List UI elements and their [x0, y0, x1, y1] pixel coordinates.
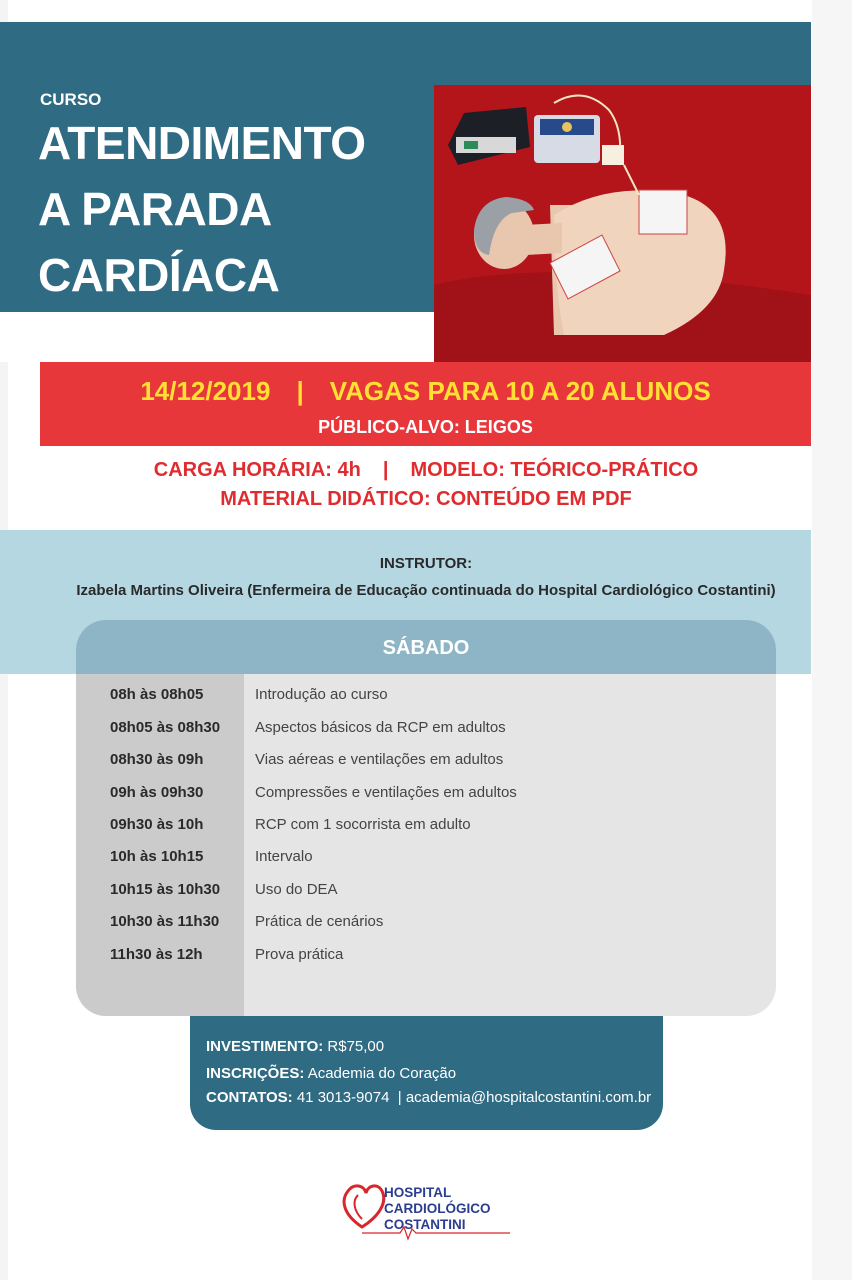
vacancies: VAGAS PARA 10 A 20 ALUNOS	[329, 376, 711, 406]
row-time: 08h às 08h05	[110, 686, 204, 703]
investment-line	[206, 1038, 384, 1055]
row-activity: Aspectos básicos da RCP em adultos	[255, 719, 506, 736]
schedule-row	[76, 713, 776, 745]
schedule-card	[76, 620, 776, 1016]
registration-label: INSCRIÇÕES:	[206, 1065, 305, 1082]
schedule-row	[76, 778, 776, 810]
separator: |	[296, 376, 304, 406]
row-time: 10h30 às 11h30	[110, 913, 220, 930]
logo-line: COSTANTINI	[384, 1217, 466, 1232]
row-time: 09h às 09h30	[110, 784, 204, 801]
contacts-value: 41 3013-9074 | academia@hospitalcostantini.com.br	[296, 1089, 652, 1106]
hospital-logo	[340, 1175, 520, 1245]
row-time: 10h às 10h15	[110, 848, 204, 865]
schedule-row	[76, 842, 776, 874]
material: MATERIAL DIDÁTICO: CONTEÚDO EM PDF	[220, 488, 632, 510]
row-activity: Uso do DEA	[255, 881, 338, 898]
cpr-training-photo	[434, 85, 811, 362]
date-banner	[40, 362, 811, 446]
target-audience: PÚBLICO-ALVO: LEIGOS	[318, 417, 533, 437]
investment-value: R$75,00	[327, 1038, 385, 1055]
contacts-line	[206, 1089, 651, 1106]
instructor-name: Izabela Martins Oliveira (Enfermeira de Educação continuada do Hospital Cardiológico Costantini)	[76, 582, 776, 599]
schedule-row	[76, 680, 776, 712]
row-activity: Vias aéreas e ventilações em adultos	[255, 751, 504, 768]
course-date: 14/12/2019	[140, 376, 271, 406]
row-time: 09h30 às 10h	[110, 816, 204, 833]
separator: |	[382, 459, 389, 481]
row-activity: Compressões e ventilações em adultos	[255, 784, 517, 801]
schedule-row	[76, 745, 776, 777]
model: MODELO: TEÓRICO-PRÁTICO	[410, 459, 699, 481]
row-activity: Introdução ao curso	[255, 686, 388, 703]
page-edge	[812, 0, 852, 1280]
workload-model-line	[0, 456, 852, 485]
schedule-day: SÁBADO	[382, 637, 470, 659]
registration-line	[206, 1065, 456, 1082]
investment-box	[190, 1016, 663, 1130]
schedule-row	[76, 940, 776, 972]
investment-label: INVESTIMENTO:	[206, 1038, 324, 1055]
row-activity: Intervalo	[255, 848, 313, 865]
schedule-row	[76, 810, 776, 842]
instructor-label: INSTRUTOR:	[379, 555, 473, 572]
course-details	[0, 456, 852, 514]
row-time: 10h15 às 10h30	[110, 881, 221, 898]
contacts-label: CONTATOS:	[206, 1089, 293, 1106]
schedule-header	[76, 620, 776, 674]
logo-text	[384, 1185, 491, 1233]
schedule-row	[76, 907, 776, 939]
cpr-manikin-image	[434, 85, 811, 362]
logo-line: HOSPITAL	[384, 1185, 452, 1200]
row-activity: RCP com 1 socorrista em adulto	[255, 816, 471, 833]
workload: CARGA HORÁRIA: 4h	[153, 459, 361, 481]
date-vacancies-line	[40, 376, 811, 407]
row-time: 08h30 às 09h	[110, 751, 204, 768]
course-label: CURSO	[40, 90, 102, 109]
logo-line: CARDIOLÓGICO	[384, 1201, 491, 1216]
schedule-row	[76, 875, 776, 907]
course-title: ATENDIMENTO A PARADA CARDÍACA	[38, 117, 366, 301]
row-activity: Prática de cenários	[255, 913, 384, 930]
row-activity: Prova prática	[255, 946, 344, 963]
header-spacer	[0, 312, 434, 362]
registration-value: Academia do Coração	[307, 1065, 457, 1082]
row-time: 08h05 às 08h30	[110, 719, 221, 736]
row-time: 11h30 às 12h	[110, 946, 203, 963]
